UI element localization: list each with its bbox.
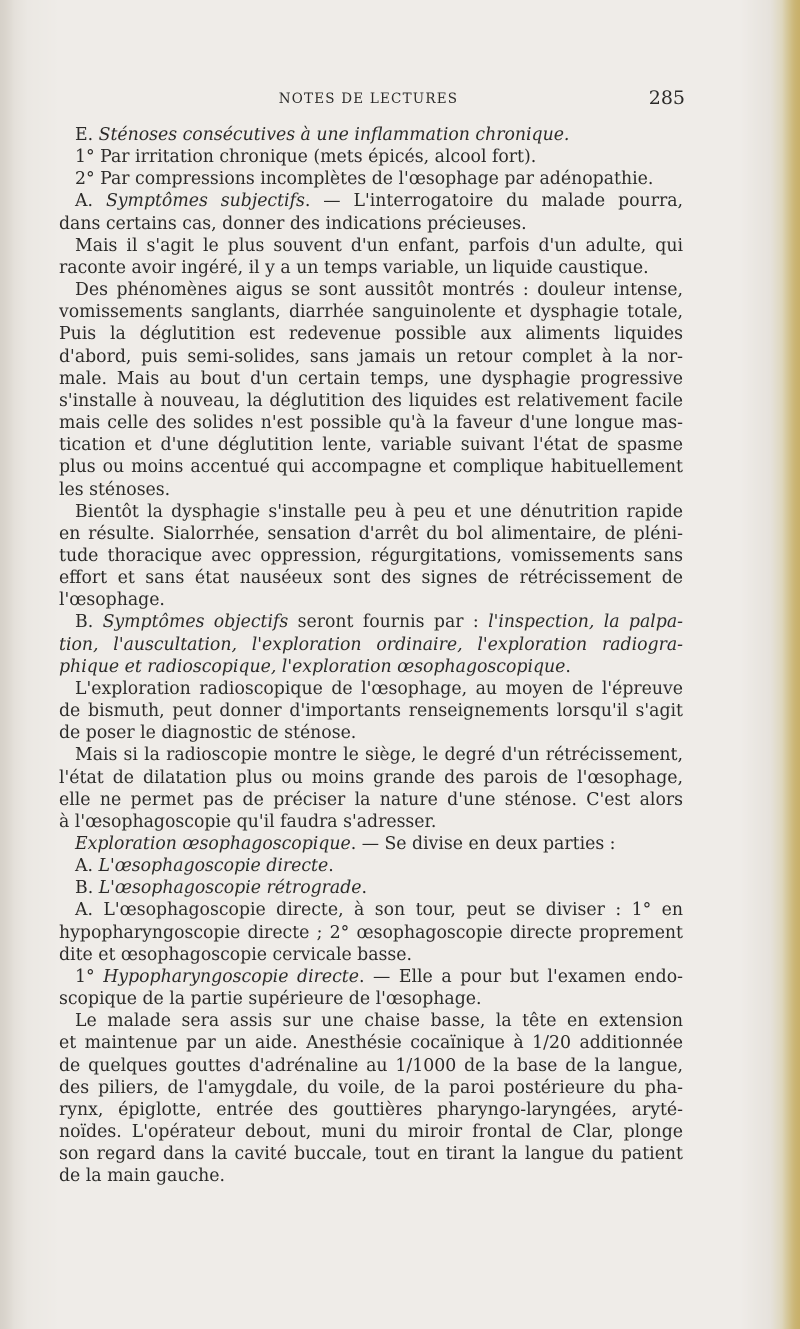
text-line — [59, 1143, 683, 1165]
text-segment: 1° — [75, 966, 104, 987]
page-number: 285 — [648, 87, 685, 109]
text-line — [59, 190, 683, 212]
text-line — [59, 988, 683, 1010]
text-segment: Mais si la radioscopie montre le siège, le degré d'un rétrécissement, — [75, 745, 683, 766]
text-segment: A. — [75, 191, 106, 212]
text-line — [59, 434, 683, 456]
text-line — [59, 235, 683, 257]
text-line — [59, 390, 683, 412]
text-line — [59, 767, 683, 789]
page-edge-shadow — [0, 0, 14, 1329]
text-segment: des piliers, de l'amygdale, du voile, de la paroi postérieure du pha- — [59, 1077, 683, 1098]
text-line — [59, 1099, 683, 1121]
text-line — [59, 899, 683, 921]
text-line — [59, 722, 683, 744]
text-segment: scopique de la partie supérieure de l'œsophage. — [59, 989, 482, 1010]
italic-segment: Symptômes subjectifs — [105, 191, 305, 212]
text-line — [59, 412, 683, 434]
text-segment: plus ou moins accentué qui accompagne et complique habituellement — [59, 457, 683, 478]
text-segment: à l'œsophagoscopie qu'il faudra s'adresser. — [59, 811, 437, 832]
text-line — [59, 700, 683, 722]
text-line — [59, 1010, 683, 1032]
text-line — [59, 501, 683, 523]
text-segment: raconte avoir ingéré, il y a un temps variable, un liquide caustique. — [59, 257, 649, 278]
text-segment: s'installe à nouveau, la déglutition des liquides est relativement facile — [59, 390, 683, 411]
text-line — [59, 1121, 683, 1143]
text-line — [59, 279, 683, 301]
italic-segment: L'œsophagoscopie rétrograde — [98, 878, 362, 899]
text-segment: seront fournis par : — [288, 612, 489, 633]
text-line — [59, 1055, 683, 1077]
running-head — [60, 87, 685, 112]
italic-segment: Exploration œsophagoscopique — [75, 834, 351, 854]
text-segment: les sténoses. — [59, 479, 171, 500]
text-line — [59, 811, 683, 833]
text-segment: . — [328, 856, 334, 877]
text-segment: l'état de dilatation plus ou moins grande des parois de l'œsophage, — [59, 767, 683, 788]
text-segment: B. — [75, 878, 99, 899]
italic-segment: L'œsophagoscopie directe — [98, 856, 329, 877]
text-line — [59, 323, 683, 345]
text-segment: rynx, épiglotte, entrée des gouttières pharyngo-laryngées, aryté- — [59, 1099, 683, 1120]
text-segment: B. — [75, 612, 103, 633]
text-segment: A. L'œsophagoscopie directe, à son tour, peut se diviser : 1° en — [75, 900, 683, 921]
text-line — [59, 346, 683, 368]
body-text — [59, 124, 683, 1188]
text-segment: E. — [75, 125, 99, 145]
italic-segment: Hypopharyngoscopie directe — [103, 966, 359, 987]
text-line — [59, 479, 683, 501]
text-segment: . — [565, 656, 571, 677]
text-line — [59, 678, 683, 700]
text-line — [59, 545, 683, 567]
italic-segment: Sténoses consécutives à une inflammation chronique. — [98, 125, 570, 145]
text-line — [59, 656, 683, 678]
page-edge-stain — [782, 0, 800, 1329]
text-segment: en résulte. Sialorrhée, sensation d'arrêt du bol alimentaire, de pléni- — [59, 523, 683, 544]
text-segment: effort et sans état nauséeux sont des signes de rétrécissement de — [59, 568, 683, 589]
text-line — [59, 855, 683, 877]
text-line — [59, 567, 683, 589]
text-segment: de bismuth, peut donner d'importants renseignements lorsqu'il s'agit — [59, 701, 683, 722]
text-line — [59, 301, 683, 323]
text-line — [59, 611, 683, 633]
text-line — [59, 789, 683, 811]
text-line — [59, 368, 683, 390]
text-line — [59, 634, 683, 656]
text-line — [59, 1032, 683, 1054]
text-segment: son regard dans la cavité buccale, tout en tirant la langue du patient — [59, 1144, 683, 1165]
text-segment: dite et œsophagoscopie cervicale basse. — [59, 944, 413, 965]
text-line — [59, 944, 683, 966]
text-segment: Mais il s'agit le plus souvent d'un enfant, parfois d'un adulte, qui — [75, 235, 683, 256]
text-line — [59, 833, 683, 855]
text-segment: d'abord, puis semi-solides, sans jamais un retour complet à la nor- — [59, 346, 683, 367]
text-line — [59, 922, 683, 944]
text-line — [59, 744, 683, 766]
text-segment: 2° Par compressions incomplètes de l'œsophage par adénopathie. — [75, 169, 654, 190]
text-segment: de poser le diagnostic de sténose. — [59, 723, 357, 744]
text-segment: A. — [75, 856, 99, 877]
text-segment: de la main gauche. — [59, 1166, 225, 1187]
text-segment: de quelques gouttes d'adrénaline au 1/1000 de la base de la langue, — [59, 1055, 683, 1076]
text-line — [59, 523, 683, 545]
text-segment: hypopharyngoscopie directe ; 2° œsophagoscopie directe proprement — [59, 922, 683, 943]
text-segment: tication et d'une déglutition lente, variable suivant l'état de spasme — [59, 435, 683, 456]
text-segment: tude thoracique avec oppression, régurgitations, vomissements sans — [59, 545, 683, 566]
text-segment: Des phénomènes aigus se sont aussitôt montrés : douleur intense, — [75, 280, 683, 301]
text-line — [59, 456, 683, 478]
italic-segment: l'inspection, la palpa- — [488, 612, 684, 633]
text-line — [59, 213, 683, 235]
italic-segment: tion, l'auscultation, l'exploration ordinaire, l'exploration radiogra- — [59, 634, 683, 655]
text-line — [59, 877, 683, 899]
text-segment: . — [361, 878, 368, 899]
running-head-title: NOTES DE LECTURES — [278, 91, 459, 107]
text-line — [59, 124, 683, 146]
text-segment: Puis la déglutition est redevenue possible aux aliments liquides — [59, 324, 683, 345]
text-segment: 1° Par irritation chronique (mets épicés, alcool fort). — [75, 147, 537, 168]
text-line — [59, 966, 683, 988]
text-segment: noïdes. L'opérateur debout, muni du miroir frontal de Clar, plonge — [59, 1122, 683, 1143]
text-line — [59, 257, 683, 279]
text-segment: dans certains cas, donner des indications précieuses. — [59, 213, 527, 234]
text-segment: vomissements sanglants, diarrhée sanguinolente et dysphagie totale, — [59, 302, 683, 323]
italic-segment: phique et radioscopique, l'exploration œsophagoscopique — [59, 656, 566, 677]
text-segment: male. Mais au bout d'un certain temps, une dysphagie progressive — [59, 368, 683, 389]
text-segment: . — Elle a pour but l'examen endo- — [358, 966, 683, 987]
text-segment: l'œsophage. — [59, 590, 165, 611]
text-segment: Bientôt la dysphagie s'installe peu à peu et une dénutrition rapide — [75, 501, 683, 522]
text-segment: . — L'interrogatoire du malade pourra, — [304, 191, 684, 212]
text-segment: mais celle des solides n'est possible qu'à la faveur d'une longue mas- — [59, 413, 683, 434]
text-line — [59, 1165, 683, 1187]
text-segment: et maintenue par un aide. Anesthésie cocaïnique à 1/20 additionnée — [59, 1033, 683, 1054]
text-line — [59, 146, 683, 168]
text-segment: L'exploration radioscopique de l'œsophage, au moyen de l'épreuve — [75, 678, 683, 699]
text-line — [59, 168, 683, 190]
text-line — [59, 589, 683, 611]
italic-segment: Symptômes objectifs — [102, 612, 289, 633]
text-segment: . — Se divise en deux parties : — [350, 834, 616, 854]
text-segment: elle ne permet pas de préciser la nature d'une sténose. C'est alors — [59, 789, 683, 810]
text-segment: Le malade sera assis sur une chaise basse, la tête en extension — [75, 1011, 683, 1032]
text-line — [59, 1077, 683, 1099]
